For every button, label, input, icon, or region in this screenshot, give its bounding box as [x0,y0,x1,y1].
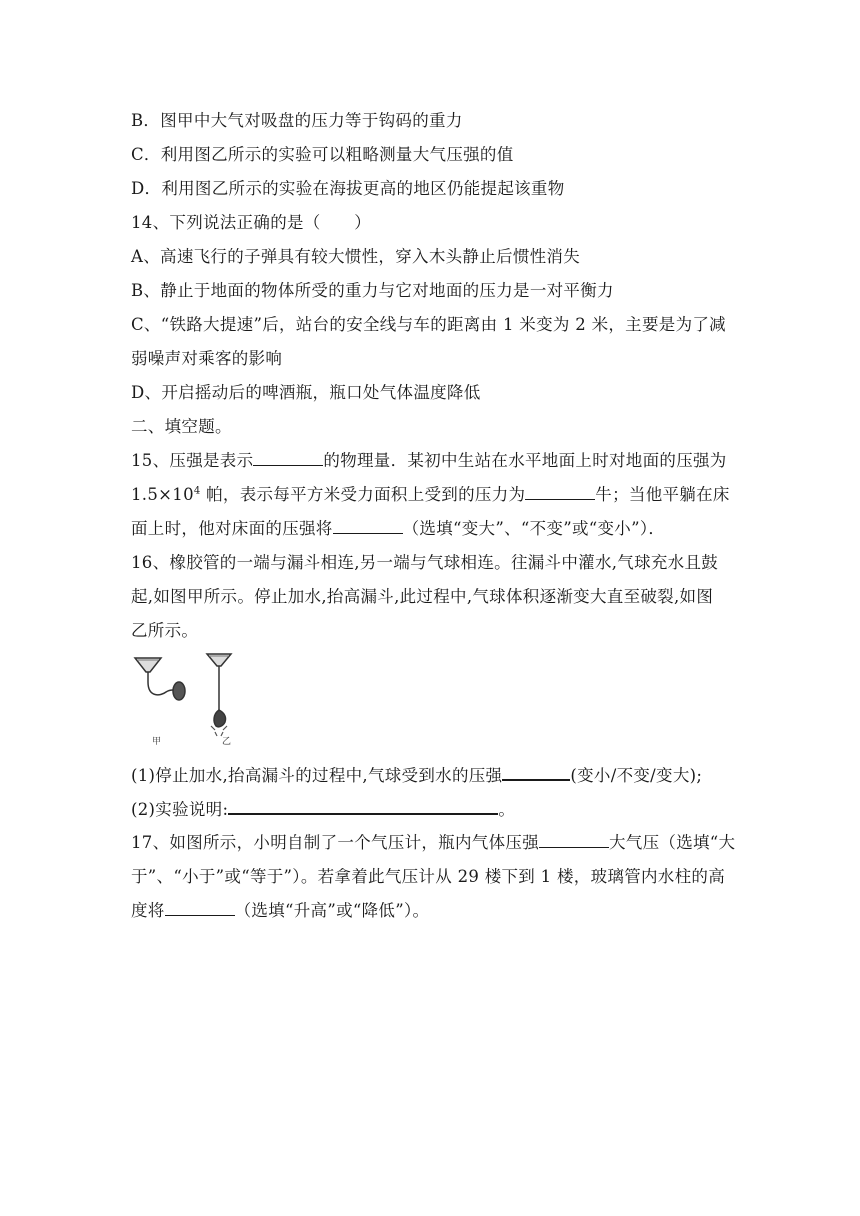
q17-text: 17、如图所示，小明自制了一个气压计，瓶内气体压强 [131,833,539,852]
q15-text: 1.5×10 [131,485,194,504]
q16-line1: 16、橡胶管的一端与漏斗相连,另一端与气球相连。往漏斗中灌水,气球充水且鼓 [131,553,719,572]
q16-sub1 [131,764,702,787]
answer-blank[interactable] [502,764,570,781]
figure-b [207,654,231,736]
q17-text: 大气压（选填“大 [609,833,736,852]
q16-sub2 [131,798,515,821]
q15-exponent: 4 [193,485,201,497]
q17-text: （选填“升高”或“降低”）。 [234,901,430,920]
q16-text: (2)实验说明: [131,800,229,819]
q14-option-d: D、开启摇动后的啤酒瓶，瓶口处气体温度降低 [131,383,481,402]
q15-line3 [131,518,665,540]
q17-text: 度将 [131,901,165,920]
q13-option-c: C．利用图乙所示的实验可以粗略测量大气压强的值 [131,145,514,164]
q15-text: （选填“变大”、“不变”或“变小”）． [402,519,666,538]
q16-text: 。 [498,800,516,819]
funnel-balloon-figure [131,650,251,750]
funnel-balloon-diagram [131,650,251,750]
q15-text: 帕，表示每平方米受力面积上受到的压力为 [200,485,526,504]
q17-line1 [131,832,735,854]
answer-blank[interactable] [228,798,498,815]
q14-option-c-line1: C、“铁路大提速”后，站台的安全线与车的距离由 1 米变为 2 米，主要是为了减 [131,315,726,334]
q13-option-d: D．利用图乙所示的实验在海拔更高的地区仍能提起该重物 [131,179,565,198]
q16-line2: 起,如图甲所示。停止加水,抬高漏斗,此过程中,气球体积逐渐变大直至破裂,如图 [131,587,714,606]
q15-line1 [131,450,727,472]
answer-blank[interactable] [165,900,235,916]
q15-text: 的物理量．某初中生站在水平地面上时对地面的压强为 [323,451,727,470]
q15-line2 [131,484,730,506]
q14-stem: 14、下列说法正确的是（ ） [131,213,371,232]
answer-blank[interactable] [333,518,403,534]
q16-text: (1)停止加水,抬高漏斗的过程中,气球受到水的压强 [131,766,503,785]
q15-text: 15、压强是表示 [131,451,254,470]
answer-blank[interactable] [525,484,595,500]
q14-option-b: B、静止于地面的物体所受的重力与它对地面的压力是一对平衡力 [131,281,614,300]
q15-text: 牛；当他平躺在床 [595,485,730,504]
q15-text: 面上时，他对床面的压强将 [131,519,333,538]
q14-option-a: A、高速飞行的子弹具有较大惯性，穿入木头静止后惯性消失 [131,247,581,266]
answer-blank[interactable] [539,832,609,848]
q16-text: (变小/不变/变大); [570,766,703,785]
q17-line3 [131,900,429,922]
answer-blank[interactable] [253,450,323,466]
figure-label-jia: 甲 [152,737,162,747]
figure-label-yi: 乙 [222,737,232,747]
q14-option-c-line2: 弱噪声对乘客的影响 [131,349,283,368]
q17-line2: 于”、“小于”或“等于”）。若拿着此气压计从 29 楼下到 1 楼，玻璃管内水柱的高 [131,867,725,886]
section-heading: 二、填空题。 [131,417,232,436]
figure-a [135,658,185,700]
q13-option-b: B．图甲中大气对吸盘的压力等于钩码的重力 [131,111,463,130]
q16-line3: 乙所示。 [131,621,199,640]
